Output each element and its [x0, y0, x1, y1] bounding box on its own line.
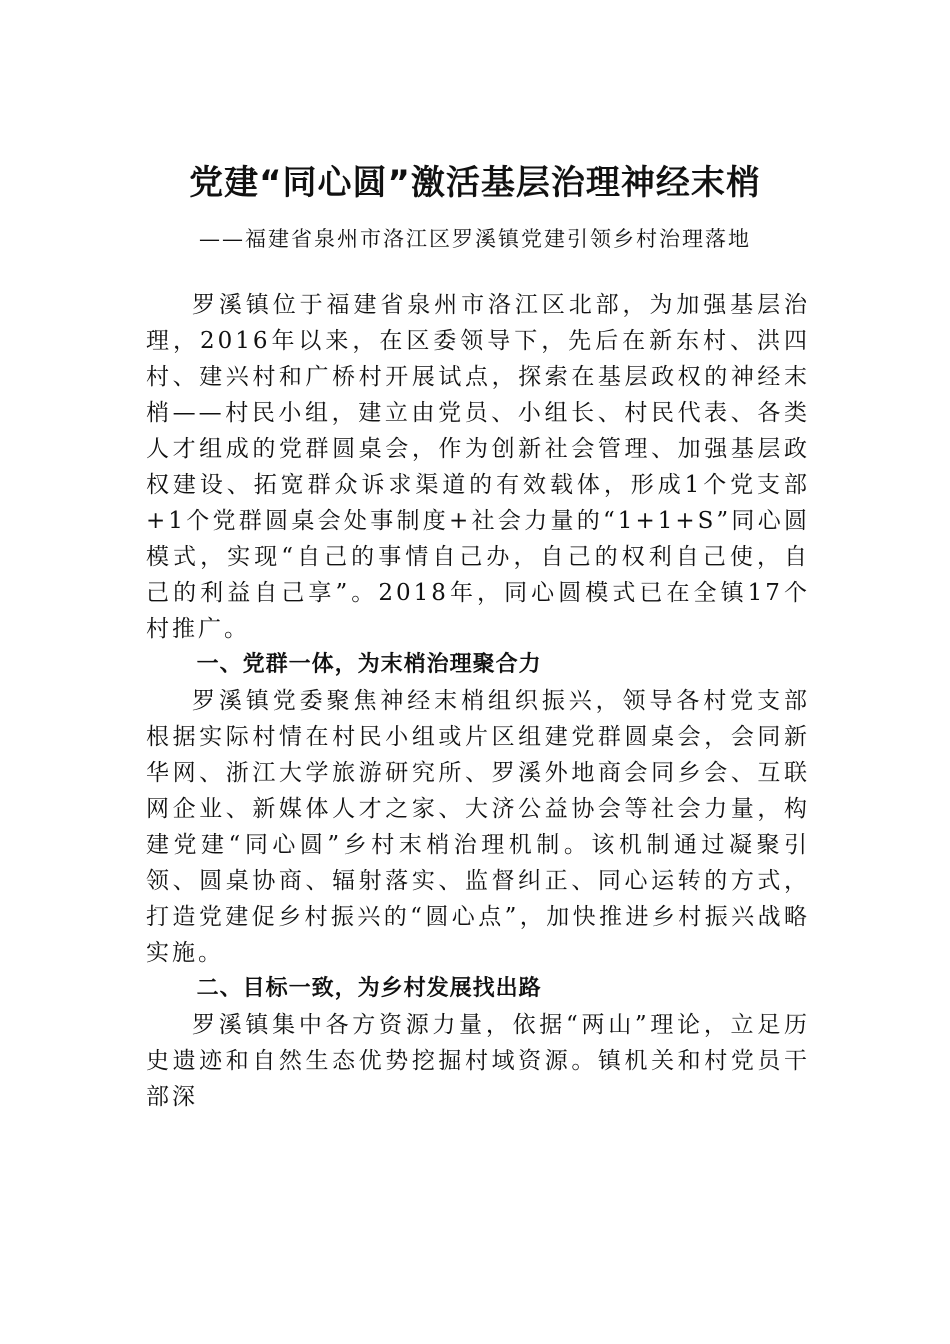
- section-2-paragraph: 罗溪镇集中各方资源力量，依据“两山”理论，立足历史遗迹和自然生态优势挖掘村域资源。镇机关和村党员干部深: [146, 1012, 810, 1110]
- section-heading-2: 二、目标一致，为乡村发展找出路: [196, 976, 542, 1001]
- intro-paragraph: 罗溪镇位于福建省泉州市洛江区北部，为加强基层治理，2016年以来，在区委领导下，先后在新东村、洪四村、建兴村和广桥村开展试点，探索在基层政权的神经末梢——村民小组，建立由党员、小组长、村民代表、各类人才组成的党群圆桌会，作为创新社会管理、加强基层政权建设、拓宽群众诉求渠道的有效载体，形成1个党支部+1个党群圆桌会处事制度+社会力量的“1+1+S”同心圆模式，实现“自己的事情自己办，自己的权利自己使，自己的利益自己享”。2018年，同心圆模式已在全镇17个村推广。: [146, 292, 810, 642]
- section-1-paragraph: 罗溪镇党委聚焦神经末梢组织振兴，领导各村党支部根据实际村情在村民小组或片区组建党群圆桌会，会同新华网、浙江大学旅游研究所、罗溪外地商会同乡会、互联网企业、新媒体人才之家、大济公益协会等社会力量，构建党建“同心圆”乡村末梢治理机制。该机制通过凝聚引领、圆桌协商、辐射落实、监督纠正、同心运转的方式，打造党建促乡村振兴的“圆心点”，加快推进乡村振兴战略实施。: [146, 688, 810, 966]
- document-title: 党建“同心圆”激活基层治理神经末梢: [189, 163, 761, 203]
- document-body: [146, 287, 810, 1115]
- document-subtitle: ——福建省泉州市洛江区罗溪镇党建引领乡村治理落地: [199, 227, 751, 251]
- section-heading-1: 一、党群一体，为末梢治理聚合力: [196, 652, 542, 677]
